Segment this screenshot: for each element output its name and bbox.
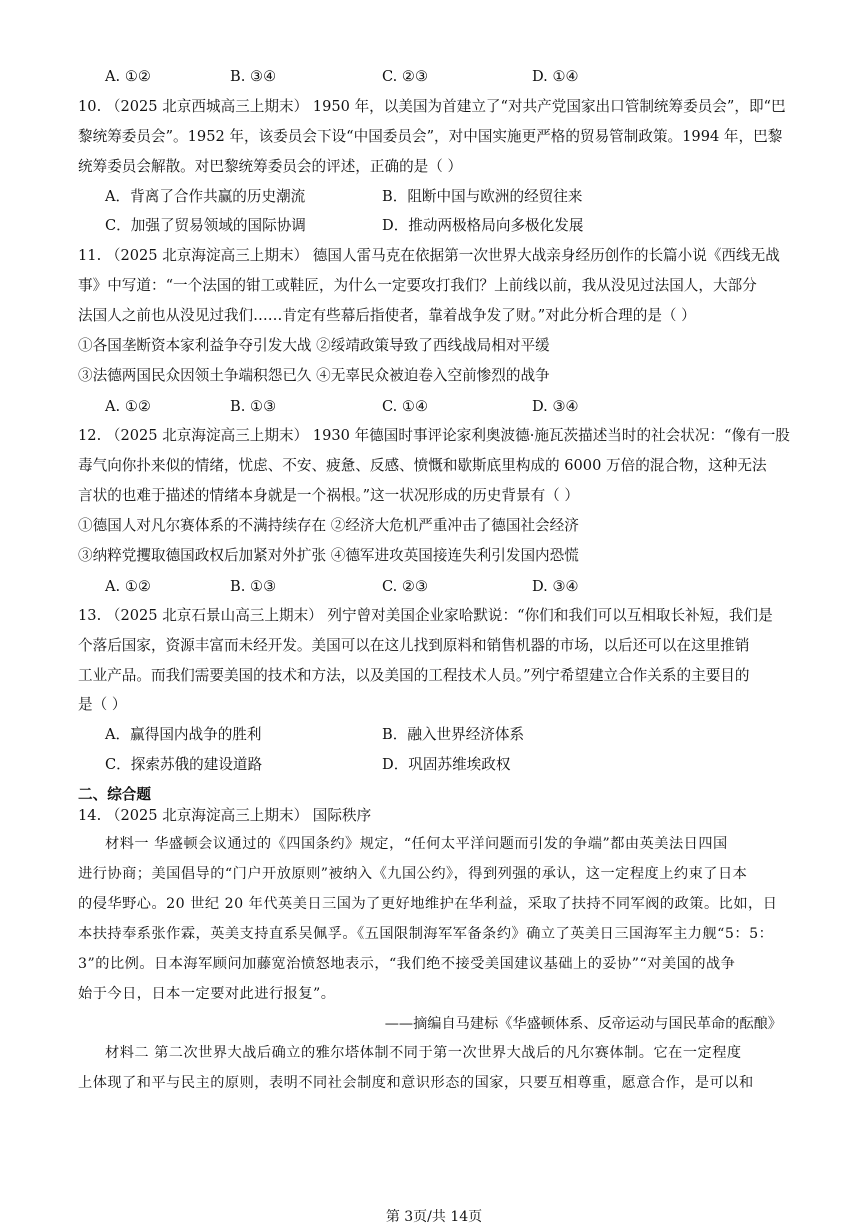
q11-option-c[interactable]: C. ①④ bbox=[382, 398, 429, 415]
q14-material1-line-2: 进行协商；美国倡导的“门户开放原则”被纳入《九国公约》，得到列强的承认，这一定程度上约束了日本 bbox=[78, 866, 748, 882]
q13-option-d[interactable]: D．巩固苏维埃政权 bbox=[382, 756, 511, 773]
q13-stem-line-1: 13. （2025 北京石景山高三上期末） 列宁曾对美国企业家哈默说：“你们和我们可以互相取长补短，我们是 bbox=[78, 607, 773, 624]
q10-option-d[interactable]: D．推动两极格局向多极化发展 bbox=[382, 217, 584, 234]
q14-material1-line-5: 3”的比例。日本海军顾问加藤宽治愤怒地表示，“我们绝不接受美国建议基础上的妥协”“对美国的战争 bbox=[78, 956, 736, 972]
q14-material1-line-3: 的侵华野心。20 世纪 20 年代英美日三国为了更好地维护在华利益，采取了扶持不同军阀的政策。比如，日 bbox=[78, 896, 778, 912]
q14-title: 14. （2025 北京海淀高三上期末） 国际秩序 bbox=[78, 807, 372, 824]
q12-option-b[interactable]: B. ①③ bbox=[230, 578, 277, 595]
q14-material1-source: ——摘编自马建标《华盛顿体系、反帝运动与国民革命的酝酿》 bbox=[384, 1016, 782, 1032]
section-heading: 二、综合题 bbox=[78, 786, 151, 803]
q13-stem-line-3: 工业产品。而我们需要美国的技术和方法，以及美国的工程技术人员。”列宁希望建立合作关系的主要目的 bbox=[78, 667, 750, 684]
q13-option-a[interactable]: A．赢得国内战争的胜利 bbox=[105, 726, 262, 743]
q13-option-b[interactable]: B．融入世界经济体系 bbox=[382, 726, 525, 743]
q12-option-c[interactable]: C. ②③ bbox=[382, 578, 429, 595]
q12-option-a[interactable]: A. ①② bbox=[105, 578, 151, 595]
q13-option-c[interactable]: C．探索苏俄的建设道路 bbox=[105, 756, 263, 773]
q10-stem-line-3: 统筹委员会解散。对巴黎统筹委员会的评述，正确的是（ ） bbox=[78, 158, 463, 175]
q10-stem-line-1: 10. （2025 北京西城高三上期末） 1950 年，以美国为首建立了“对共产党国家出口管制统筹委员会”，即“巴 bbox=[78, 98, 786, 115]
q10-option-c[interactable]: C．加强了贸易领域的国际协调 bbox=[105, 217, 306, 234]
q10-option-b[interactable]: B．阻断中国与欧洲的经贸往来 bbox=[382, 188, 583, 205]
q9-option-b[interactable]: B. ③④ bbox=[230, 68, 277, 85]
q11-option-b[interactable]: B. ①③ bbox=[230, 398, 277, 415]
q14-material2-line-2: 上体现了和平与民主的原则，表明不同社会制度和意识形态的国家，只要互相尊重，愿意合作，是可以和 bbox=[78, 1075, 754, 1091]
q11-statement-line-2: ③法德两国民众因领土争端积怨已久 ④无辜民众被迫卷入空前惨烈的战争 bbox=[78, 367, 550, 384]
q9-option-d[interactable]: D. ①④ bbox=[532, 68, 579, 85]
q12-option-d[interactable]: D. ③④ bbox=[532, 578, 579, 595]
q11-option-a[interactable]: A. ①② bbox=[105, 398, 151, 415]
q14-material1-line-6: 始于今日，日本一定要对此进行报复”。 bbox=[78, 986, 336, 1002]
q12-stem-line-2: 毒气向你扑来似的情绪，忧虑、不安、疲惫、反感、愤慨和歇斯底里构成的 6000 万倍的混合物，这种无法 bbox=[78, 457, 767, 474]
q14-material2-line-1: 材料二 第二次世界大战后确立的雅尔塔体制不同于第一次世界大战后的凡尔赛体制。它在一定程度 bbox=[105, 1045, 742, 1061]
q12-stem-line-1: 12. （2025 北京海淀高三上期末） 1930 年德国时事评论家利奥波德·施瓦茨描述当时的社会状况：“像有一股 bbox=[78, 427, 790, 444]
q12-statement-line-1: ①德国人对凡尔赛体系的不满持续存在 ②经济大危机严重冲击了德国社会经济 bbox=[78, 517, 579, 534]
q11-stem-line-1: 11. （2025 北京海淀高三上期末） 德国人雷马克在依据第一次世界大战亲身经历创作的长篇小说《西线无战 bbox=[78, 247, 780, 264]
q13-stem-line-4: 是（ ） bbox=[78, 696, 127, 713]
q11-statement-line-1: ①各国垄断资本家利益争夺引发大战 ②绥靖政策导致了西线战局相对平缓 bbox=[78, 337, 550, 354]
q11-stem-line-2: 事》中写道：“一个法国的钳工或鞋匠，为什么一定要攻打我们？上前线以前，我从没见过法国人，大部分 bbox=[78, 277, 757, 294]
q11-option-d[interactable]: D. ③④ bbox=[532, 398, 579, 415]
q12-stem-line-3: 言状的也难于描述的情绪本身就是一个祸根。”这一状况形成的历史背景有（ ） bbox=[78, 487, 579, 504]
page-number: 第 3页/共 14页 bbox=[385, 1209, 483, 1225]
q12-statement-line-2: ③纳粹党攫取德国政权后加紧对外扩张 ④德军进攻英国接连失利引发国内恐慌 bbox=[78, 547, 579, 564]
q14-material1-line-1: 材料一 华盛顿会议通过的《四国条约》规定，“任何太平洋问题而引发的争端”都由英美法日四国 bbox=[105, 836, 728, 852]
q10-stem-line-2: 黎统筹委员会”。1952 年，该委员会下设“中国委员会”，对中国实施更严格的贸易管制政策。1994 年，巴黎 bbox=[78, 128, 783, 145]
q13-stem-line-2: 个落后国家，资源丰富而未经开发。美国可以在这儿找到原料和销售机器的市场，以后还可以在这里推销 bbox=[78, 637, 750, 654]
q11-stem-line-3: 法国人之前也从没见过我们……肯定有些幕后指使者，靠着战争发了财。”对此分析合理的是（ ） bbox=[78, 307, 696, 324]
q14-material1-line-4: 本扶持奉系张作霖，英美支持直系吴佩孚。《五国限制海军军备条约》确立了英美日三国海军主力舰“5：5： bbox=[78, 926, 774, 942]
q9-option-c[interactable]: C. ②③ bbox=[382, 68, 429, 85]
q9-option-a[interactable]: A. ①② bbox=[105, 68, 151, 85]
q10-option-a[interactable]: A．背离了合作共赢的历史潮流 bbox=[105, 188, 306, 205]
